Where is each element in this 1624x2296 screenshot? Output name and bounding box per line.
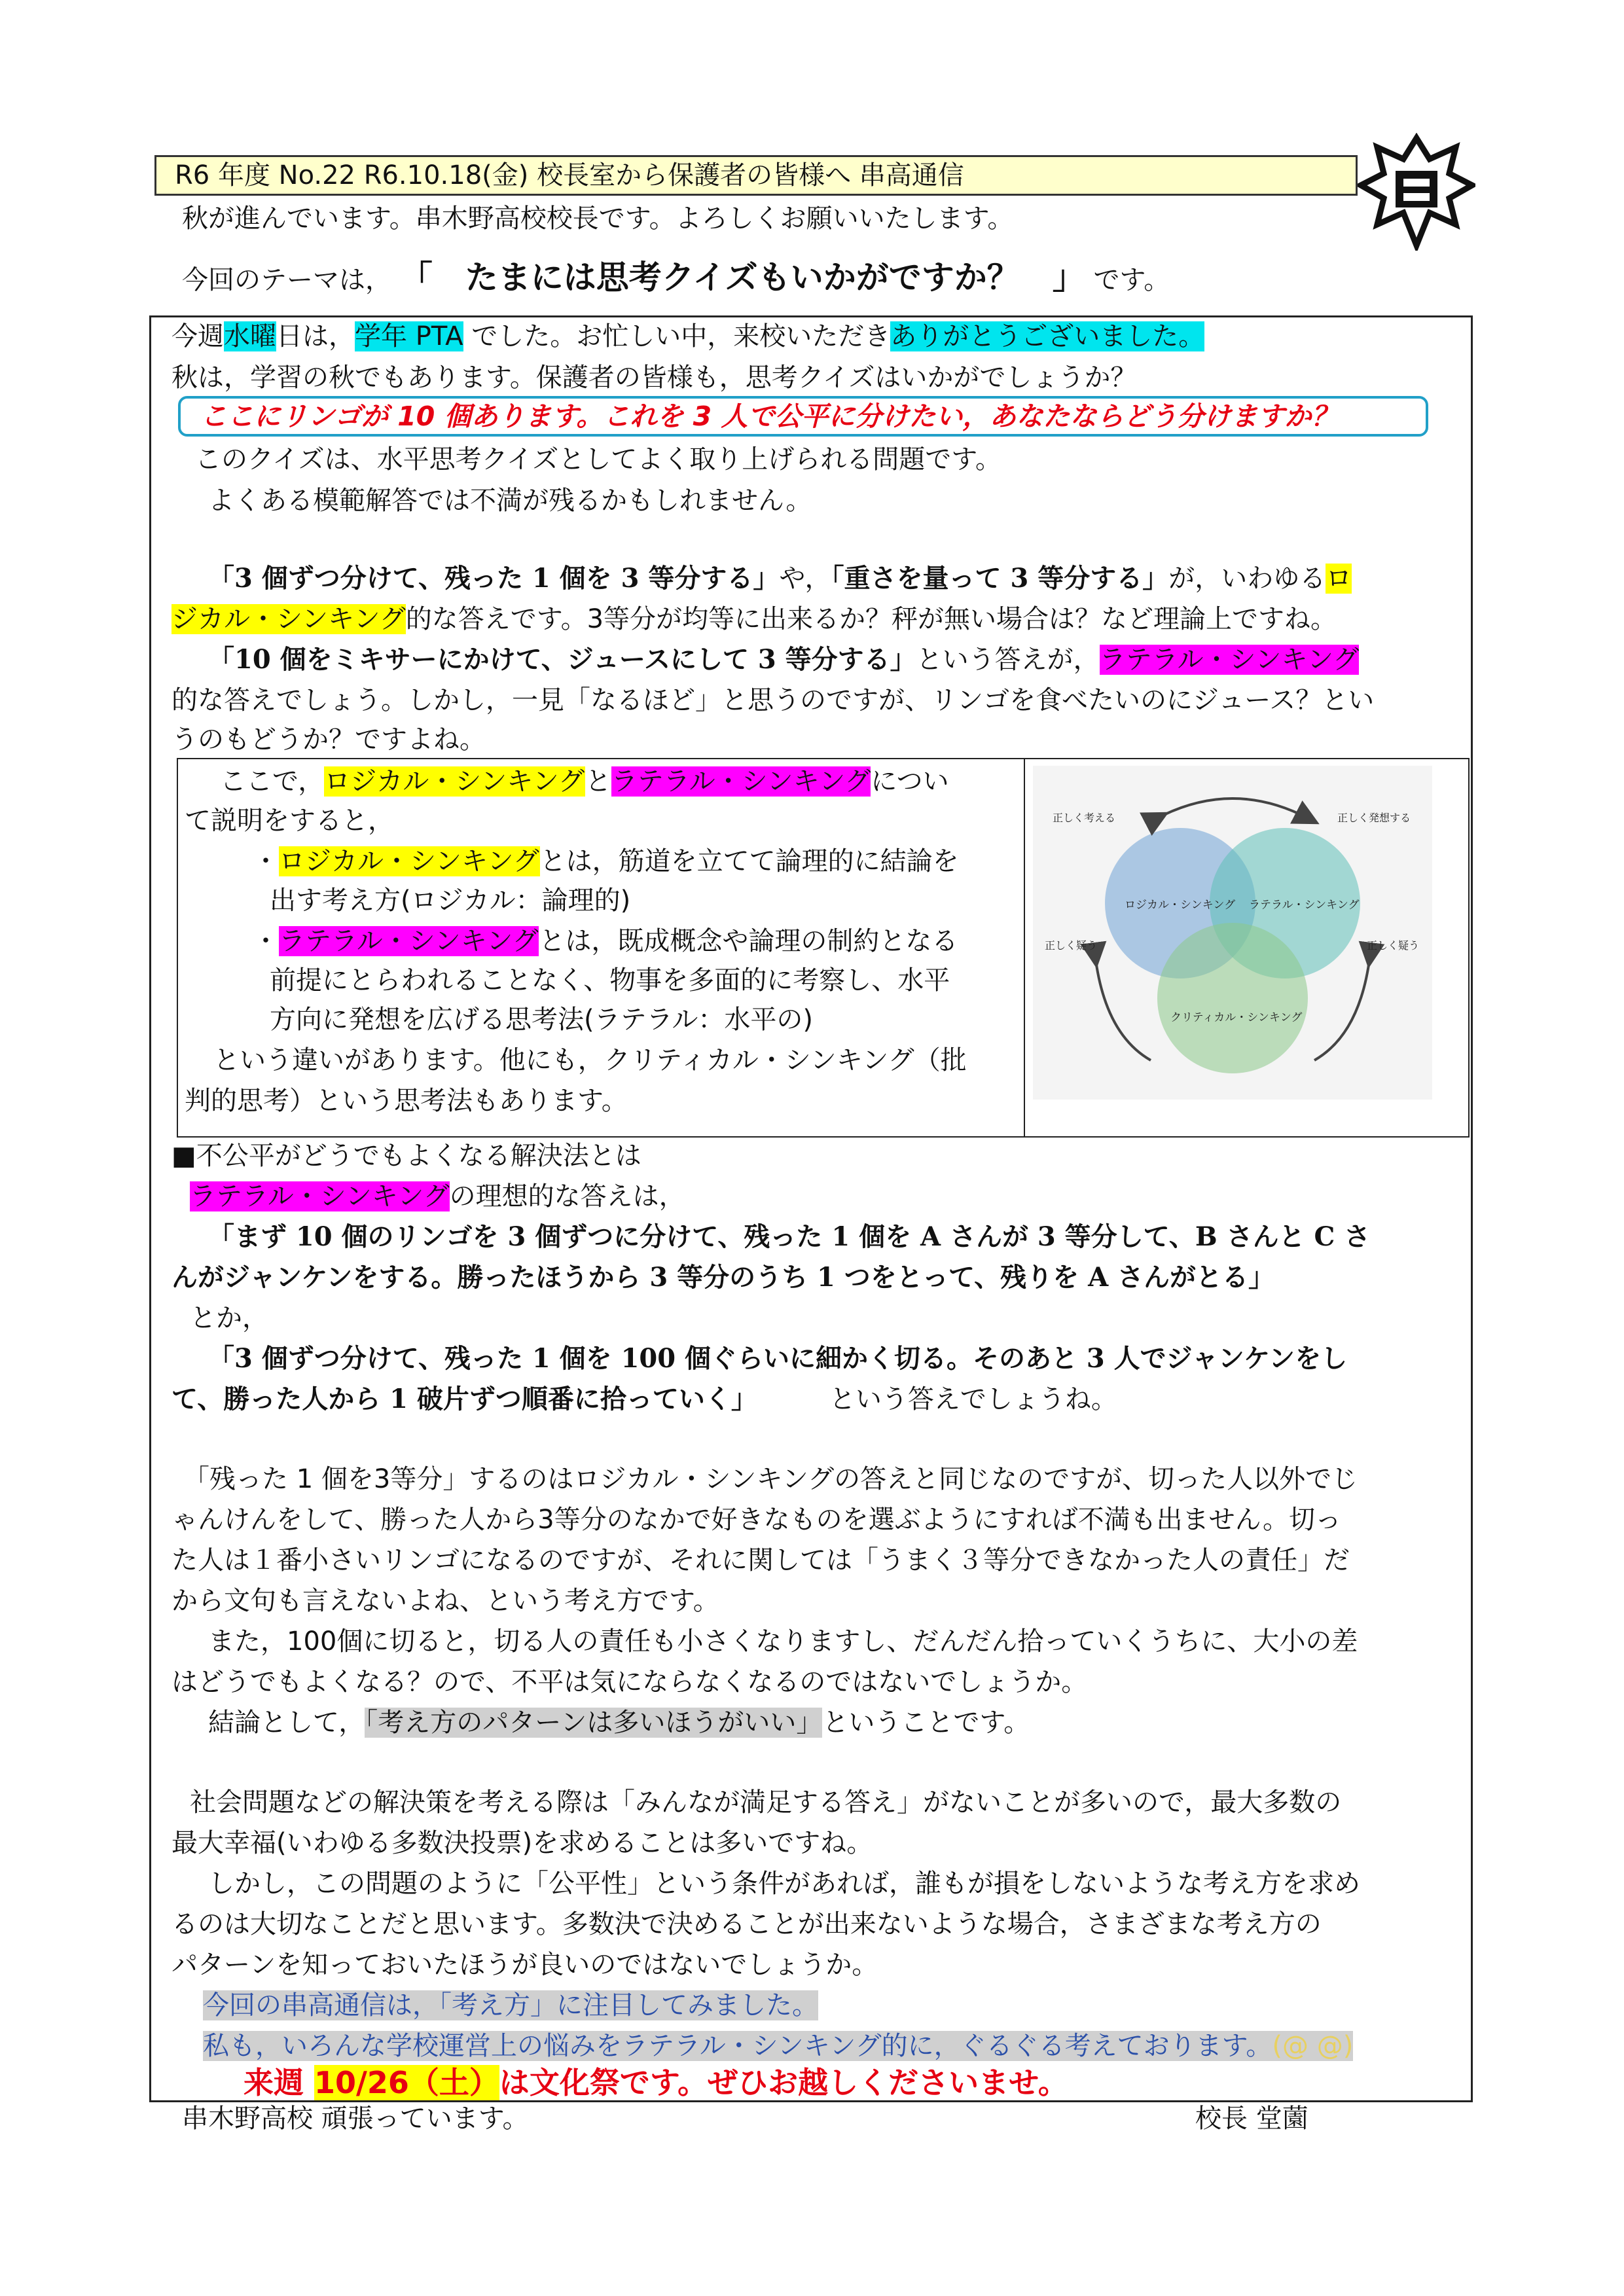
- critical-circle: [1157, 923, 1308, 1073]
- body-text: 結論として，: [208, 1708, 365, 1738]
- newsletter-header: [154, 155, 1358, 196]
- body-text: という答えでしょうね。: [829, 1384, 1117, 1414]
- notice-date: 10/26（土）: [314, 2065, 499, 2100]
- theme-prefix: 今回のテーマは，: [182, 265, 391, 295]
- left-cycle-arrow: [1095, 956, 1151, 1060]
- theme-line: [182, 257, 1170, 301]
- body-text: が，いわゆる: [1168, 564, 1326, 594]
- solution-quote-2b-line: [171, 1378, 1117, 1420]
- intro-line-3: このクイズは、水平思考クイズとしてよく取り上げられる問題です。: [195, 444, 1001, 475]
- highlight-pta: 学年 PTA: [355, 321, 463, 351]
- closing-line-2: [203, 2025, 1353, 2067]
- label-top-right: 正しく発想する: [1337, 812, 1411, 824]
- logical-line-2: [171, 598, 1337, 640]
- highlight-logical: ロジカル・シンキング: [279, 846, 540, 876]
- theme-suffix: です。: [1093, 265, 1170, 295]
- solution-quote-2a: 「3 個ずつ分けて、残った 1 個を 100 個ぐらいに細かく切る。そのあと 3 人でジャンケンをし: [208, 1343, 1348, 1374]
- notice-text: は文化祭です。ぜひお越しくださいませ。: [499, 2065, 1068, 2100]
- social-line-4: るのは大切なことだと思います。多数決で決めることが出来ないような場合，さまざまな考え方の: [171, 1909, 1322, 1939]
- venn-diagram-svg: [1033, 766, 1432, 1100]
- discussion-line-5: また，100個に切ると，切る人の責任も小さくなりますし、だんだん拾っていくうちに、大小の差: [208, 1626, 1358, 1657]
- highlight-wednesday: 水曜: [224, 321, 276, 351]
- explain-line-2: て説明をすると，: [185, 806, 394, 836]
- logical-line-5: うのもどうか？ですよね。: [171, 725, 486, 755]
- explain-line-4: 判的思考）という思考法もあります。: [185, 1086, 628, 1116]
- newsletter-title: R6 年度 No.22 R6.10.18(金) 校長室から保護者の皆様へ 串高通信: [175, 160, 964, 190]
- social-line-2: 最大幸福(いわゆる多数決投票)を求めることは多いですね。: [171, 1828, 873, 1858]
- solution-line-1: [190, 1175, 685, 1217]
- quiz-question-box: [178, 396, 1428, 437]
- closing-highlight: 今回の串高通信は，「考え方」に注目してみました。: [203, 1990, 818, 2020]
- solution-heading: ■不公平がどうでもよくなる解決法とは: [171, 1141, 641, 1171]
- intro-line-2: 秋は，学習の秋でもあります。保護者の皆様も，思考クイズはいかがでしょうか？: [171, 363, 1137, 393]
- solution-quote-1b: んがジャンケンをする。勝ったほうから 3 等分のうち 1 つをとって、残りを A さんがとる」: [171, 1262, 1275, 1293]
- body-text: とは，既成概念や論理の制約となる: [539, 926, 958, 956]
- body-text: ここで，: [220, 766, 325, 797]
- explain-bullet-lateral-3: 方向に発想を広げる思考法(ラテラル：水平の): [270, 1005, 814, 1035]
- logical-line-3: [208, 639, 1359, 681]
- body-text: と: [585, 766, 611, 797]
- highlight-logical: ジカル・シンキング: [171, 604, 406, 634]
- intro-line-1: [171, 315, 1204, 357]
- thinking-venn-diagram: [1033, 766, 1432, 1100]
- explain-line-1: [220, 761, 949, 802]
- label-mid-right: 正しく疑う: [1367, 939, 1420, 952]
- conclusion-line: [208, 1702, 1030, 1744]
- highlight-logical: ロジカル・シンキング: [324, 766, 585, 797]
- closing-line-1: [203, 1984, 818, 2026]
- highlight-lateral: ラテラル・シンキング: [190, 1181, 450, 1211]
- body-text: につい: [871, 766, 949, 797]
- body-text: という答えが，: [916, 645, 1100, 675]
- discussion-line-3: た人は１番小さいリンゴになるのですが、それに関しては「うまく３等分できなかった人の責任」だ: [171, 1545, 1350, 1575]
- social-line-1: 社会問題などの解決策を考える際は「みんなが満足する答え」がないことが多いので，最大多数の: [190, 1787, 1342, 1818]
- solution-quote-1a: 「まず 10 個のリンゴを 3 個ずつに分けて、残った 1 個を A さんが 3 等分して、B さんと C さ: [208, 1221, 1371, 1252]
- body-text: とは，筋道を立てて論理的に結論を: [539, 846, 959, 876]
- solution-or: とか，: [190, 1303, 268, 1333]
- answer-quote: 「3 個ずつ分けて、残った 1 個を 3 等分する」: [208, 563, 780, 594]
- highlight-lateral: ラテラル・シンキング: [279, 926, 539, 956]
- intro-line-4: よくある模範解答では不満が残るかもしれません。: [208, 486, 812, 516]
- body-text: ということです。: [822, 1708, 1030, 1738]
- intro-text: 今週: [171, 321, 224, 351]
- school-logo: [1358, 133, 1475, 251]
- explanation-divider: [1024, 758, 1025, 1138]
- intro-text: 日は，: [276, 321, 355, 351]
- highlight-thanks: ありがとうございました。: [890, 321, 1205, 351]
- greeting-text: 秋が進んでいます。串木野高校校長です。よろしくお願いいたします。: [182, 204, 1014, 234]
- discussion-line-6: はどうでもよくなる？ので、不平は気にならなくなるのではないでしょうか。: [171, 1667, 1088, 1697]
- logical-line-1: [208, 558, 1352, 600]
- school-crest-icon: [1358, 133, 1475, 251]
- footer-left: 串木野高校 頑張っています。: [182, 2104, 529, 2134]
- label-lateral: ラテラル・シンキング: [1249, 899, 1360, 912]
- discussion-line-4: から文句も言えないよね、という考え方です。: [171, 1586, 719, 1616]
- body-text: や，: [779, 564, 831, 594]
- bullet-mark: ・: [253, 926, 279, 956]
- notice-text: 来週: [244, 2065, 315, 2100]
- explain-bullet-lateral-2: 前提にとらわれることなく、物事を多面的に考察し、水平: [270, 965, 950, 996]
- highlight-logical: ロ: [1326, 564, 1352, 594]
- explain-bullet-logical: [253, 840, 959, 882]
- closing-highlight: 私も，いろんな学校運営上の悩みをラテラル・シンキング的に，ぐるぐる考えております。: [203, 2031, 1272, 2061]
- answer-quote: 「10 個をミキサーにかけて、ジュースにして 3 等分する」: [208, 644, 916, 675]
- footer-signature: 校長 堂薗: [1195, 2104, 1308, 2134]
- label-mid-left: 正しく疑う: [1045, 939, 1098, 952]
- emoticon-text: (@ @): [1272, 2031, 1354, 2061]
- highlight-lateral: ラテラル・シンキング: [611, 766, 871, 797]
- label-top-left: 正しく考える: [1053, 812, 1116, 824]
- discussion-line-2: ゃんけんをして、勝った人から3等分のなかで好きなものを選ぶようにすれば不満も出ません。切っ: [171, 1505, 1342, 1535]
- social-line-5: パターンを知っておいたほうが良いのではないでしょうか。: [171, 1950, 878, 1980]
- body-text: 的な答えです。3等分が均等に出来るか？秤が無い場合は？など理論上ですね。: [405, 604, 1337, 634]
- explain-bullet-lateral: [253, 920, 958, 962]
- bullet-mark: ・: [253, 846, 279, 876]
- logical-line-4: 的な答えでしょう。しかし，一見「なるほど」と思うのですが、リンゴを食べたいのにジュース？とい: [171, 685, 1375, 715]
- explain-line-3: という違いがあります。他にも，クリティカル・シンキング（批: [213, 1045, 967, 1075]
- theme-title: 「 たまには思考クイズもいかがですか？ 」: [399, 259, 1085, 296]
- answer-quote: 「重さを量って 3 等分する」: [831, 563, 1169, 594]
- quiz-question: ここにリンゴが 10 個あります。これを 3 人で公平に分けたい，あなたならどう分けますか？: [200, 401, 1339, 432]
- intro-text: でした。お忙しい中，来校いただき: [463, 321, 891, 351]
- top-cycle-arrow: [1157, 798, 1308, 818]
- label-critical: クリティカル・シンキング: [1170, 1011, 1303, 1024]
- answer-quote: て、勝った人から 1 破片ずつ順番に拾っていく」: [171, 1384, 757, 1414]
- highlight-conclusion: 「考え方のパターンは多いほうがいい」: [365, 1708, 823, 1738]
- discussion-line-1: 「残った 1 個を3等分」するのはロジカル・シンキングの答えと同じなのですが、切った人以外でじ: [183, 1464, 1358, 1494]
- label-logical: ロジカル・シンキング: [1125, 899, 1236, 912]
- right-cycle-arrow: [1314, 956, 1370, 1060]
- explain-bullet-logical-2: 出す考え方(ロジカル：論理的): [270, 886, 631, 916]
- body-text: の理想的な答えは，: [449, 1181, 685, 1211]
- social-line-3: しかし，この問題のように「公平性」という条件があれば，誰もが損をしないような考え方を求め: [208, 1869, 1360, 1899]
- highlight-lateral: ラテラル・シンキング: [1099, 645, 1360, 675]
